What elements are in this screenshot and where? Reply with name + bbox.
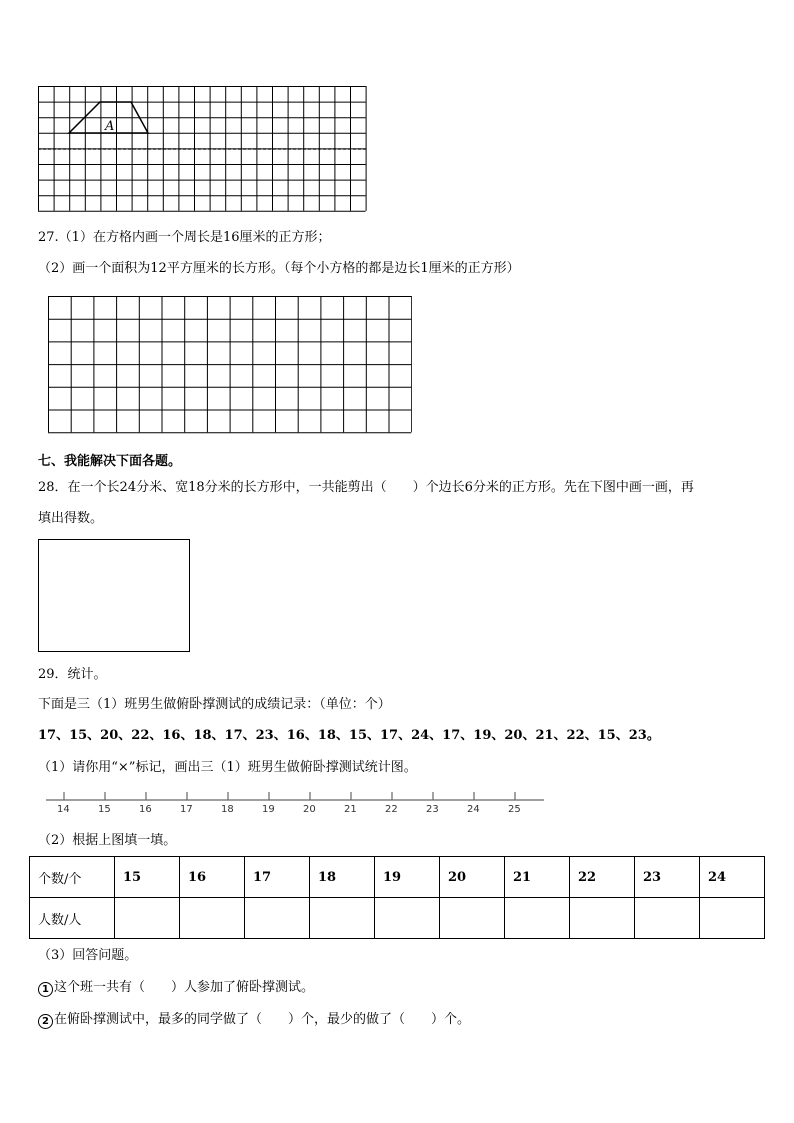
table-header-count: 个数/个	[30, 857, 115, 898]
table-cell-answer[interactable]	[375, 898, 440, 939]
table-cell-answer[interactable]	[115, 898, 180, 939]
question-1-text: 这个班一共有（ ）人参加了俯卧撑测试。	[54, 980, 315, 995]
table-cell-answer[interactable]	[505, 898, 570, 939]
tick-label: 23	[426, 804, 439, 815]
table-cell-value: 23	[635, 857, 700, 898]
number-line[interactable]	[44, 790, 548, 802]
table-cell-value: 19	[375, 857, 440, 898]
q29-intro: 下面是三（1）班男生做俯卧撑测试的成绩记录：（单位：个）	[38, 697, 391, 712]
circled-number-1: 1	[38, 982, 53, 997]
tally-table	[29, 856, 765, 939]
q27-line2: （2）画一个面积为12平方厘米的长方形。（每个小方格的都是边长1厘米的正方形）	[38, 261, 520, 276]
table-cell-answer[interactable]	[635, 898, 700, 939]
tick-label: 24	[467, 804, 480, 815]
q29-part1: （1）请你用“×”标记，画出三（1）班男生做俯卧撑测试统计图。	[38, 760, 417, 775]
table-header-people: 人数/人	[30, 898, 115, 939]
table-cell-answer[interactable]	[700, 898, 765, 939]
q27-line1: 27.（1）在方格内画一个周长是16厘米的正方形；	[38, 230, 331, 245]
tick-label: 15	[98, 804, 111, 815]
q29-part2: （2）根据上图填一填。	[38, 833, 177, 848]
table-cell-value: 24	[700, 857, 765, 898]
tick-label: 25	[508, 804, 521, 815]
q29-part3: （3）回答问题。	[38, 948, 138, 963]
table-cell-value: 18	[310, 857, 375, 898]
q29-records: 17、15、20、22、16、18、17、23、16、18、15、17、24、17、19、20、21、22、15、23。	[38, 728, 660, 743]
tick-label: 17	[180, 804, 193, 815]
table-cell-value: 20	[440, 857, 505, 898]
tick-label: 22	[385, 804, 398, 815]
q28-line2: 填出得数。	[38, 511, 104, 526]
q29-question-2	[38, 1012, 470, 1029]
q27-drawing-grid[interactable]	[48, 296, 412, 440]
shape-label-a: A	[105, 119, 115, 134]
tick-label: 16	[139, 804, 152, 815]
table-cell-value: 17	[245, 857, 310, 898]
table-cell-value: 21	[505, 857, 570, 898]
table-cell-value: 15	[115, 857, 180, 898]
section7-title: 七、我能解决下面各题。	[38, 454, 182, 469]
table-cell-answer[interactable]	[440, 898, 505, 939]
tick-label: 20	[303, 804, 316, 815]
table-cell-value: 22	[570, 857, 635, 898]
question-2-text: 在俯卧撑测试中，最多的同学做了（ ）个，最少的做了（ ）个。	[54, 1012, 471, 1027]
circled-number-2: 2	[38, 1014, 53, 1029]
q29-question-1	[38, 980, 314, 997]
tick-label: 14	[57, 804, 70, 815]
table-row	[30, 898, 765, 939]
top-grid-figure	[38, 86, 368, 214]
q29-title: 29．统计。	[38, 667, 107, 682]
table-cell-value: 16	[180, 857, 245, 898]
tick-label: 21	[344, 804, 357, 815]
q28-drawing-box[interactable]	[38, 539, 190, 652]
q28-line1: 28．在一个长24分米、宽18分米的长方形中，一共能剪出（ ）个边长6分米的正方形。先在下图中画一画，再	[38, 480, 694, 495]
table-cell-answer[interactable]	[310, 898, 375, 939]
table-cell-answer[interactable]	[570, 898, 635, 939]
tick-label: 19	[262, 804, 275, 815]
table-cell-answer[interactable]	[245, 898, 310, 939]
table-row	[30, 857, 765, 898]
tick-label: 18	[221, 804, 234, 815]
table-cell-answer[interactable]	[180, 898, 245, 939]
